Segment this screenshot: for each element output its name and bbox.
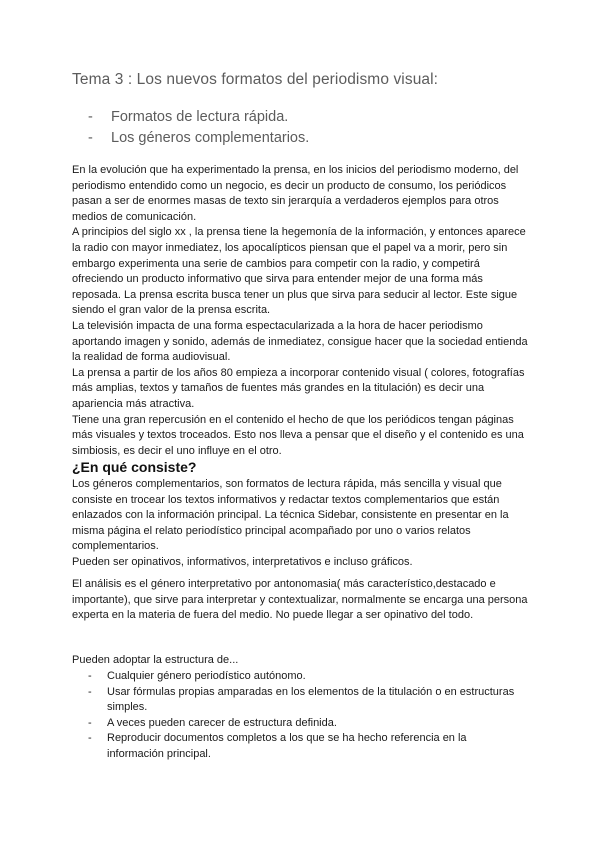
- list-item: - Cualquier género periodístico autónomo.: [88, 670, 306, 682]
- paragraph: El análisis es el género interpretativo por antonomasia( más característico,destacado e importante), que sirve para interpretar y contextualizar, normalmente se encarga una persona experta en la materia de fuera del medio. No puede llegar a ser opinativo del todo.: [72, 578, 528, 622]
- subtopic-item: - Formatos de lectura rápida.: [88, 107, 309, 128]
- paragraph: A principios del siglo xx , la prensa tiene la hegemonía de la información, y entonces aparece la radio con mayor inmediatez, los apocalípticos piensan que el papel va a morir, pero sin embargo experimenta una serie de cambios para competir con la radio, y competirá ofreciendo un producto informativo que sirva para entender mejor de una forma más reposada. La prensa escrita busca tener un plus que sirva para seducir al lector. Este sigue siendo el gran valor de la prensa escrita.: [72, 226, 526, 317]
- analisis-section: [72, 577, 534, 624]
- intro-section: [72, 163, 534, 459]
- list-item: - Reproducir documentos completos a los que se ha hecho referencia en la información principal.: [88, 732, 467, 760]
- page-title: Tema 3 : Los nuevos formatos del periodismo visual:: [72, 71, 439, 88]
- list-item-text: A veces pueden carecer de estructura definida.: [107, 716, 337, 729]
- subtopic-item: - Los géneros complementarios.: [88, 128, 309, 149]
- section-heading: ¿En qué consiste?: [72, 459, 197, 475]
- list-item: - Usar fórmulas propias amparadas en los elementos de la titulación o en estructuras simples.: [88, 685, 515, 714]
- paragraph: La televisión impacta de una forma espectacularizada a la hora de hacer periodismo aportando imagen y sonido, además de inmediatez, consigue hacer que la sociedad entienda la realidad de forma audiovisual.: [72, 319, 528, 364]
- paragraph: Los géneros complementarios, son formatos de lectura rápida, más sencilla y visual que consiste en trocear los textos informativos y redactar textos complementarios que están enlazados con la información principal. La técnica Sidebar, consistente en presentar en la misma página el relato periodístico principal acompañado por uno o varios relatos complementarios.: [72, 478, 509, 553]
- list-item: - A veces pueden carecer de estructura definida.: [88, 716, 337, 729]
- paragraph: En la evolución que ha experimentado la prensa, en los inicios del periodismo moderno, del periodismo entendido como un negocio, es decir un producto de consumo, los periódicos pasan a ser de enormes masas de texto sin jerarquía a verdaderos ejemplos para otros medios de comunicación.: [72, 164, 519, 223]
- list-item-text: Cualquier género periodístico autónomo.: [107, 670, 306, 682]
- paragraph: Pueden ser opinativos, informativos, interpretativos e incluso gráficos.: [72, 555, 413, 568]
- list-item-text: Usar fórmulas propias amparadas en los elementos de la titulación o en estructuras simples.: [107, 685, 515, 714]
- list-item-text: Reproducir documentos completos a los que se ha hecho referencia en la información principal.: [107, 732, 467, 760]
- paragraph: Tiene una gran repercusión en el contenido el hecho de que los periódicos tengan páginas más visuales y textos troceados. Esto nos lleva a pensar que el diseño y el contenido es una simbiosis, es decir el uno influye en el otro.: [72, 413, 524, 457]
- consiste-section: [72, 477, 534, 571]
- structure-list: [88, 669, 520, 763]
- paragraph: La prensa a partir de los años 80 empieza a incorporar contenido visual ( colores, fotografías más amplias, textos y tamaños de fuentes más grandes en la titulación) es decir una apariencia más atractiva.: [72, 366, 525, 410]
- subtopic-list: [88, 107, 309, 149]
- structure-intro: Pueden adoptar la estructura de...: [72, 654, 239, 666]
